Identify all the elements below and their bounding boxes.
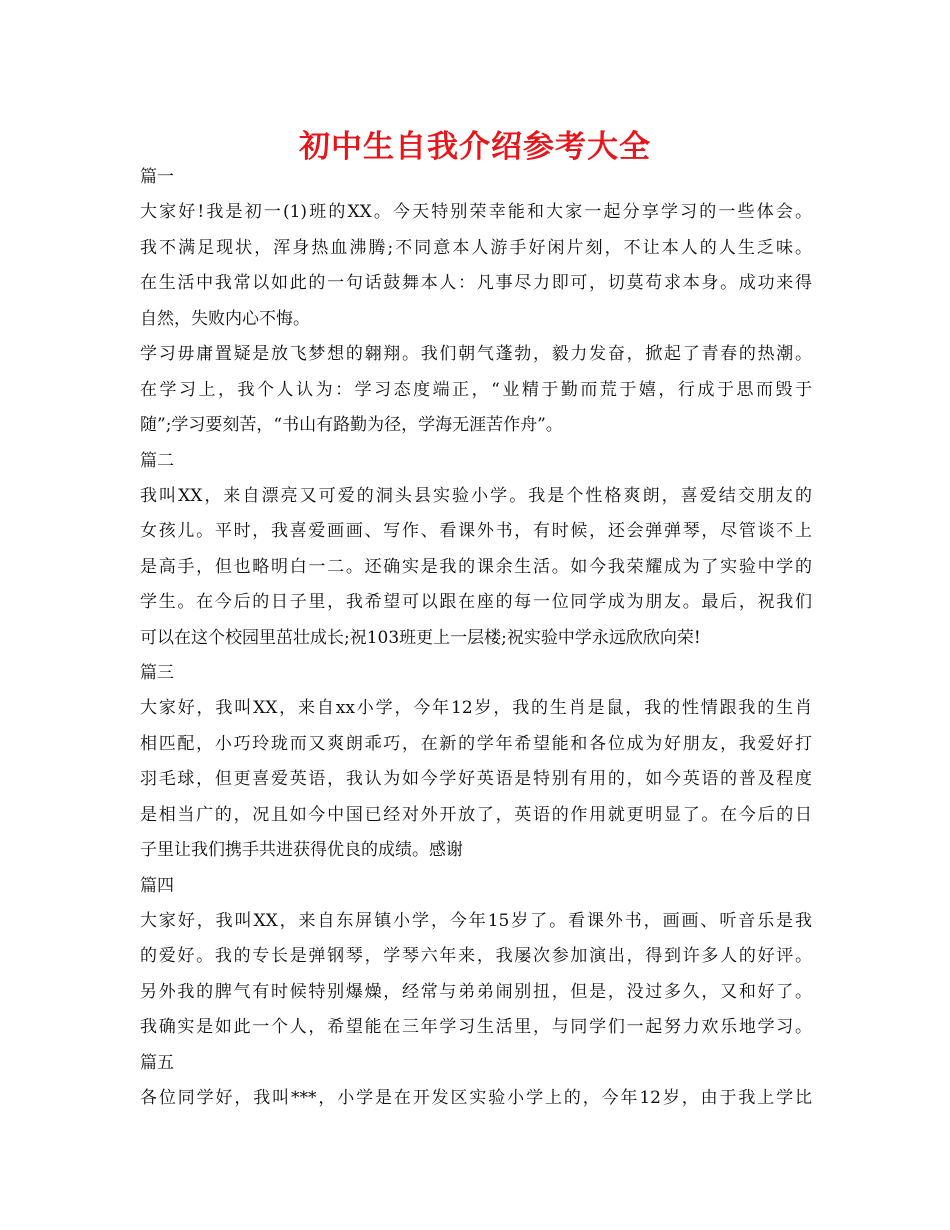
document-body	[140, 160, 812, 1116]
section-heading: 篇一	[140, 167, 174, 187]
paragraph-line: 自然，失败内心不悔。	[140, 308, 310, 329]
paragraph-line: 在生活中我常以如此的一句话鼓舞本人：凡事尽力即可，切莫苟求本身。成功来得	[140, 273, 812, 293]
document-title: 初中生自我介绍参考大全	[299, 129, 651, 165]
paragraph-line: 大家好，我叫XX，来自东屏镇小学，今年15岁了。看课外书，画画、听音乐是我	[140, 910, 812, 931]
section-heading: 篇二	[140, 450, 174, 471]
paragraph-line: 子里让我们携手共进获得优良的成绩。感谢	[140, 840, 463, 860]
paragraph-line: 羽毛球，但更喜爱英语，我认为如今学好英语是特别有用的，如今英语的普及程度	[140, 769, 812, 789]
paragraph-line: 可以在这个校园里茁壮成长;祝103班更上一层楼;祝实验中学永远欣欣向荣!	[140, 627, 701, 648]
paragraph-line: 另外我的脾气有时候特别爆燥，经常与弟弟闹别扭，但是，没过多久，又和好了。	[140, 981, 812, 1002]
paragraph-line: 的爱好。我的专长是弹钢琴，学琴六年来，我屡次参加演出，得到许多人的好评。	[140, 946, 812, 966]
paragraph-line: 我叫XX，来自漂亮又可爱的洞头县实验小学。我是个性格爽朗，喜爱结交朋友的	[140, 485, 812, 506]
paragraph-line: 相匹配，小巧玲珑而又爽朗乖巧，在新的学年希望能和各位成为好朋友，我爱好打	[140, 733, 812, 754]
paragraph-line: 在学习上，我个人认为：学习态度端正，“业精于勤而荒于嬉，行成于思而毁于	[140, 379, 812, 400]
paragraph-line: 学习毋庸置疑是放飞梦想的翱翔。我们朝气蓬勃，毅力发奋，掀起了青春的热潮。	[140, 344, 812, 364]
section-heading: 篇三	[140, 663, 174, 683]
paragraph-line: 大家好，我叫XX，来自xx小学，今年12岁，我的生肖是鼠，我的性情跟我的生肖	[140, 698, 812, 718]
section-heading: 篇五	[140, 1052, 174, 1073]
paragraph-line: 是相当广的，况且如今中国已经对外开放了，英语的作用就更明显了。在今后的日	[140, 804, 812, 825]
paragraph-line: 我不满足现状，浑身热血沸腾;不同意本人游手好闲片刻，不让本人的人生乏味。	[140, 237, 812, 258]
paragraph-line: 大家好!我是初一(1)班的XX。今天特别荣幸能和大家一起分享学习的一些体会。	[140, 202, 812, 222]
paragraph-line: 随”;学习要刻苦，“书山有路勤为径，学海无涯苦作舟”。	[140, 415, 563, 435]
paragraph-line: 我确实是如此一个人，希望能在三年学习生活里，与同学们一起努力欢乐地学习。	[140, 1017, 812, 1037]
paragraph-line: 学生。在今后的日子里，我希望可以跟在座的每一位同学成为朋友。最后，祝我们	[140, 592, 812, 612]
paragraph-line: 各位同学好，我叫***，小学是在开发区实验小学上的，今年12岁，由于我上学比	[140, 1087, 812, 1108]
paragraph-line: 女孩儿。平时，我喜爱画画、写作、看课外书，有时候，还会弹弹琴，尽管谈不上	[140, 521, 812, 541]
section-heading: 篇四	[140, 875, 174, 896]
paragraph-line: 是高手，但也略明白一二。还确实是我的课余生活。如今我荣耀成为了实验中学的	[140, 556, 812, 577]
